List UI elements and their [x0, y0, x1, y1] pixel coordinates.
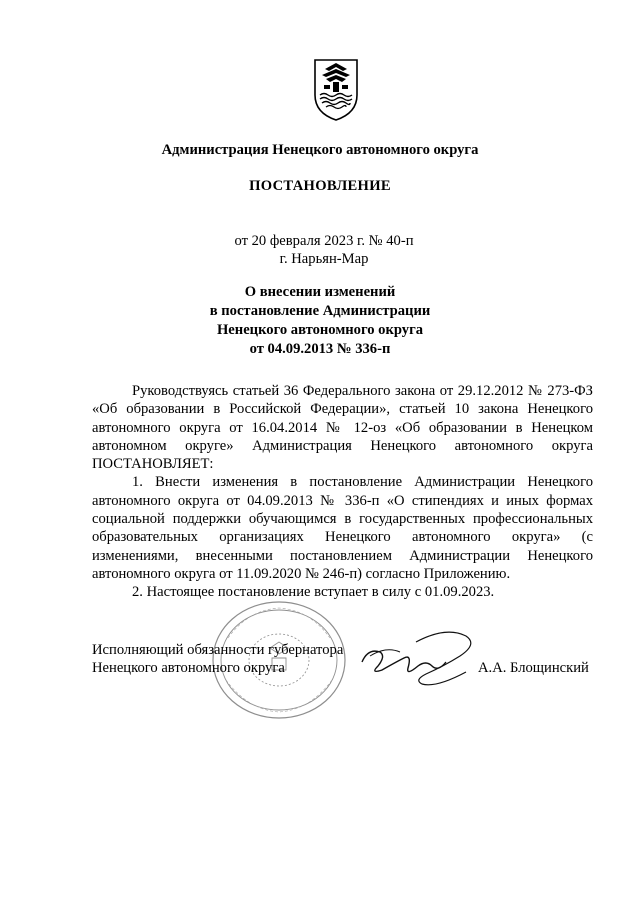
document-type: ПОСТАНОВЛЕНИЕ [249, 178, 391, 194]
signer-position-line: Исполняющий обязанности губернатора [92, 642, 344, 658]
title-line: от 04.09.2013 № 336-п [249, 341, 391, 357]
body-paragraph-item-1: 1. Внести изменения в постановление Администрации Ненецкого автономного округа от 04.09.2013 № 336-п «О стипендиях и иных формах социальной поддержки обучающимся в государственных профессиональных образовательных организациях Ненецкого автономного округа» (с изменениями, внесенными постановлением Администрации Ненецкого автономного округа от 11.09.2020 № 246-п) согласно Приложению. [92, 474, 593, 582]
signer-position-line: Ненецкого автономного округа [92, 660, 285, 677]
document-date-number: от 20 февраля 2023 г. № 40-п [234, 233, 414, 249]
body-paragraph-item-2: 2. Настоящее постановление вступает в силу с 01.09.2023. [132, 584, 495, 601]
document-title [0, 283, 640, 359]
organization-name: Администрация Ненецкого автономного округа [161, 142, 479, 158]
signer-name: А.А. Блощинский [478, 660, 589, 676]
body-paragraph-preamble: Руководствуясь статьей 36 Федерального закона от 29.12.2012 № 273-ФЗ «Об образовании в Российской Федерации», статьей 10 закона Ненецкого автономного округа от 16.04.2014 № 12-оз «Об образовании в Ненецком автономном округе» Администрация Ненецкого автономного округа ПОСТАНОВЛЯЕТ: [92, 383, 593, 473]
title-line: О внесении изменений [244, 284, 396, 300]
title-line: в постановление Администрации [209, 303, 431, 319]
handwritten-signature-icon [356, 622, 480, 692]
signer-position [92, 641, 343, 678]
title-line: Ненецкого автономного округа [216, 322, 424, 338]
document-body [92, 382, 593, 602]
document-city: г. Нарьян-Мар [279, 251, 369, 267]
coat-of-arms-icon [312, 57, 360, 123]
